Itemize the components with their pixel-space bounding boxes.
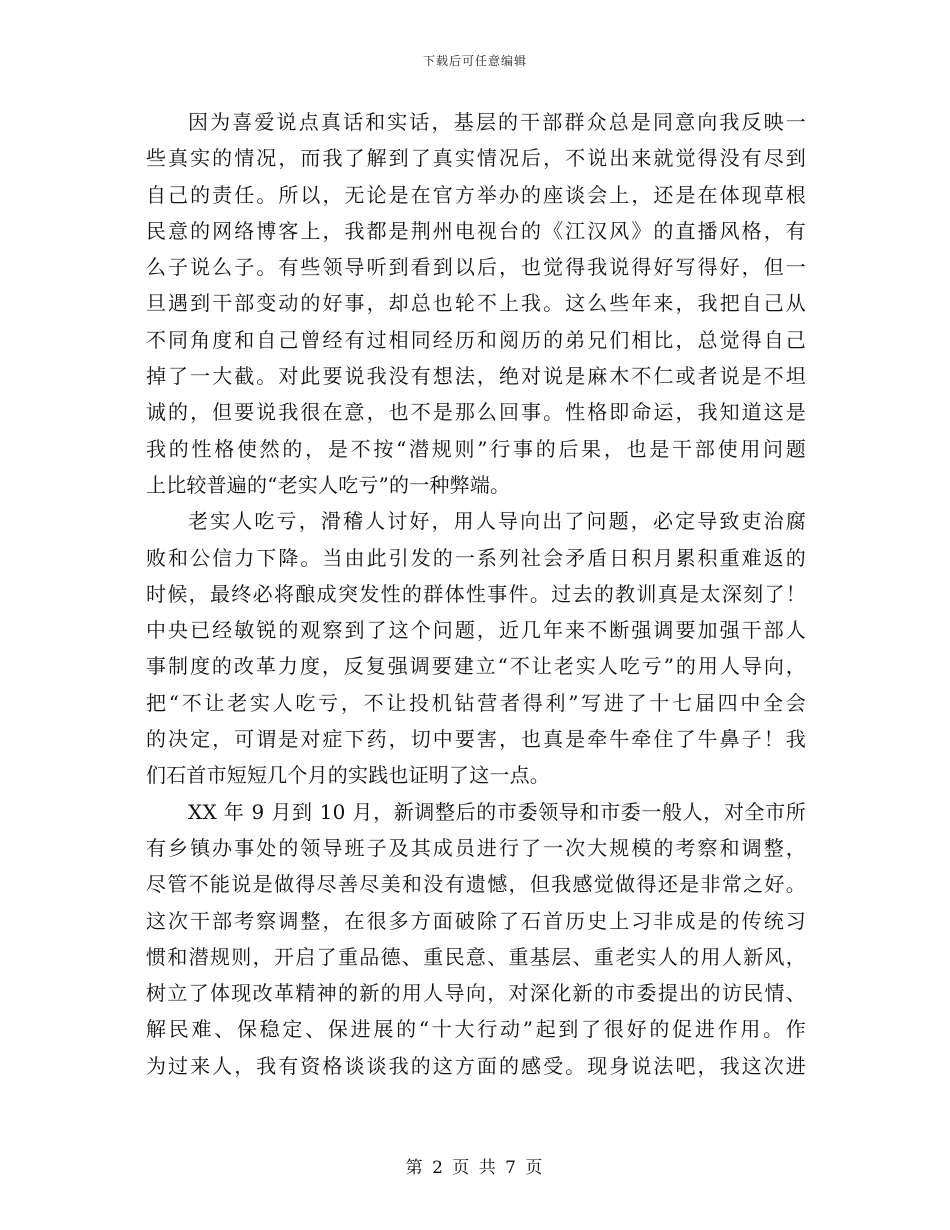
text-line: 因为喜爱说点真话和实话，基层的干部群众总是同意向我反映一 <box>188 110 806 134</box>
page-header: 下载后可任意编辑 <box>422 54 527 68</box>
text-line: 老实人吃亏，滑稽人讨好，用人导向出了问题，必定导致吏治腐 <box>188 509 806 534</box>
text-line: 时候，最终必将酿成突发性的群体性事件。过去的教训真是太深刻了！ <box>146 581 806 606</box>
text-line: 么子说么子。有些领导听到看到以后，也觉得我说得好写得好，但一 <box>146 255 806 280</box>
text-line: 诚的，但要说我很在意，也不是那么回事。性格即命运，我知道这是 <box>146 400 806 425</box>
text-line: 这次干部考察调整，在很多方面破除了石首历史上习非成是的传统习 <box>146 908 806 933</box>
text-line: 旦遇到干部变动的好事，却总也轮不上我。这么些年来，我把自己从 <box>146 291 806 316</box>
text-line: 我的性格使然的，是不按“潜规则”行事的后果，也是干部使用问题 <box>146 436 806 461</box>
text-line: 解民难、保稳定、保进展的“十大行动”起到了很好的促进作用。作 <box>146 1017 806 1042</box>
text-line: 上比较普遍的“老实人吃亏”的一种弊端。 <box>146 472 511 497</box>
paragraph-1 <box>146 104 806 503</box>
text-line: 败和公信力下降。当由此引发的一系列社会矛盾日积月累积重难返的 <box>146 545 806 570</box>
text-line: 把“不让老实人吃亏，不让投机钻营者得利”写进了十七届四中全会 <box>146 690 806 715</box>
text-line: 掉了一大截。对此要说我没有想法，绝对说是麻木不仁或者说是不坦 <box>146 364 806 389</box>
paragraph-3 <box>146 794 806 1084</box>
text-line: 自己的责任。所以，无论是在官方举办的座谈会上，还是在体现草根 <box>146 182 806 207</box>
text-line: 事制度的改革力度，反复强调要建立“不让老实人吃亏”的用人导向， <box>146 654 806 679</box>
text-line: 的决定，可谓是对症下药，切中要害，也真是牵牛牵住了牛鼻子！我 <box>146 727 806 752</box>
text-line: 惯和潜规则，开启了重品德、重民意、重基层、重老实人的用人新风， <box>146 944 806 969</box>
text-line: 些真实的情况，而我了解到了真实情况后，不说出来就觉得没有尽到 <box>146 146 806 171</box>
text-line: 们石首市短短几个月的实践也证明了这一点。 <box>146 763 550 788</box>
text-line: 为过来人，我有资格谈谈我的这方面的感受。现身说法吧，我这次进 <box>146 1053 806 1078</box>
paragraph-2 <box>146 503 806 793</box>
text-line: 尽管不能说是做得尽善尽美和没有遗憾，但我感觉做得还是非常之好。 <box>146 872 806 897</box>
text-line: 民意的网络博客上，我都是荆州电视台的《江汉风》的直播风格，有 <box>146 218 806 243</box>
text-line: 树立了体现改革精神的新的用人导向，对深化新的市委提出的访民情、 <box>146 981 806 1006</box>
text-line: XX 年 9 月到 10 月，新调整后的市委领导和市委一般人，对全市所 <box>188 799 806 824</box>
text-line: 中央已经敏锐的观察到了这个问题，近几年来不断强调要加强干部人 <box>146 618 806 643</box>
text-line: 不同角度和自己曾经有过相同经历和阅历的弟兄们相比，总觉得自己 <box>146 327 806 352</box>
text-line: 有乡镇办事处的领导班子及其成员进行了一次大规模的考察和调整， <box>146 835 806 860</box>
document-body <box>146 104 806 1084</box>
page-number: 第 2 页 共 7 页 <box>405 1158 545 1178</box>
